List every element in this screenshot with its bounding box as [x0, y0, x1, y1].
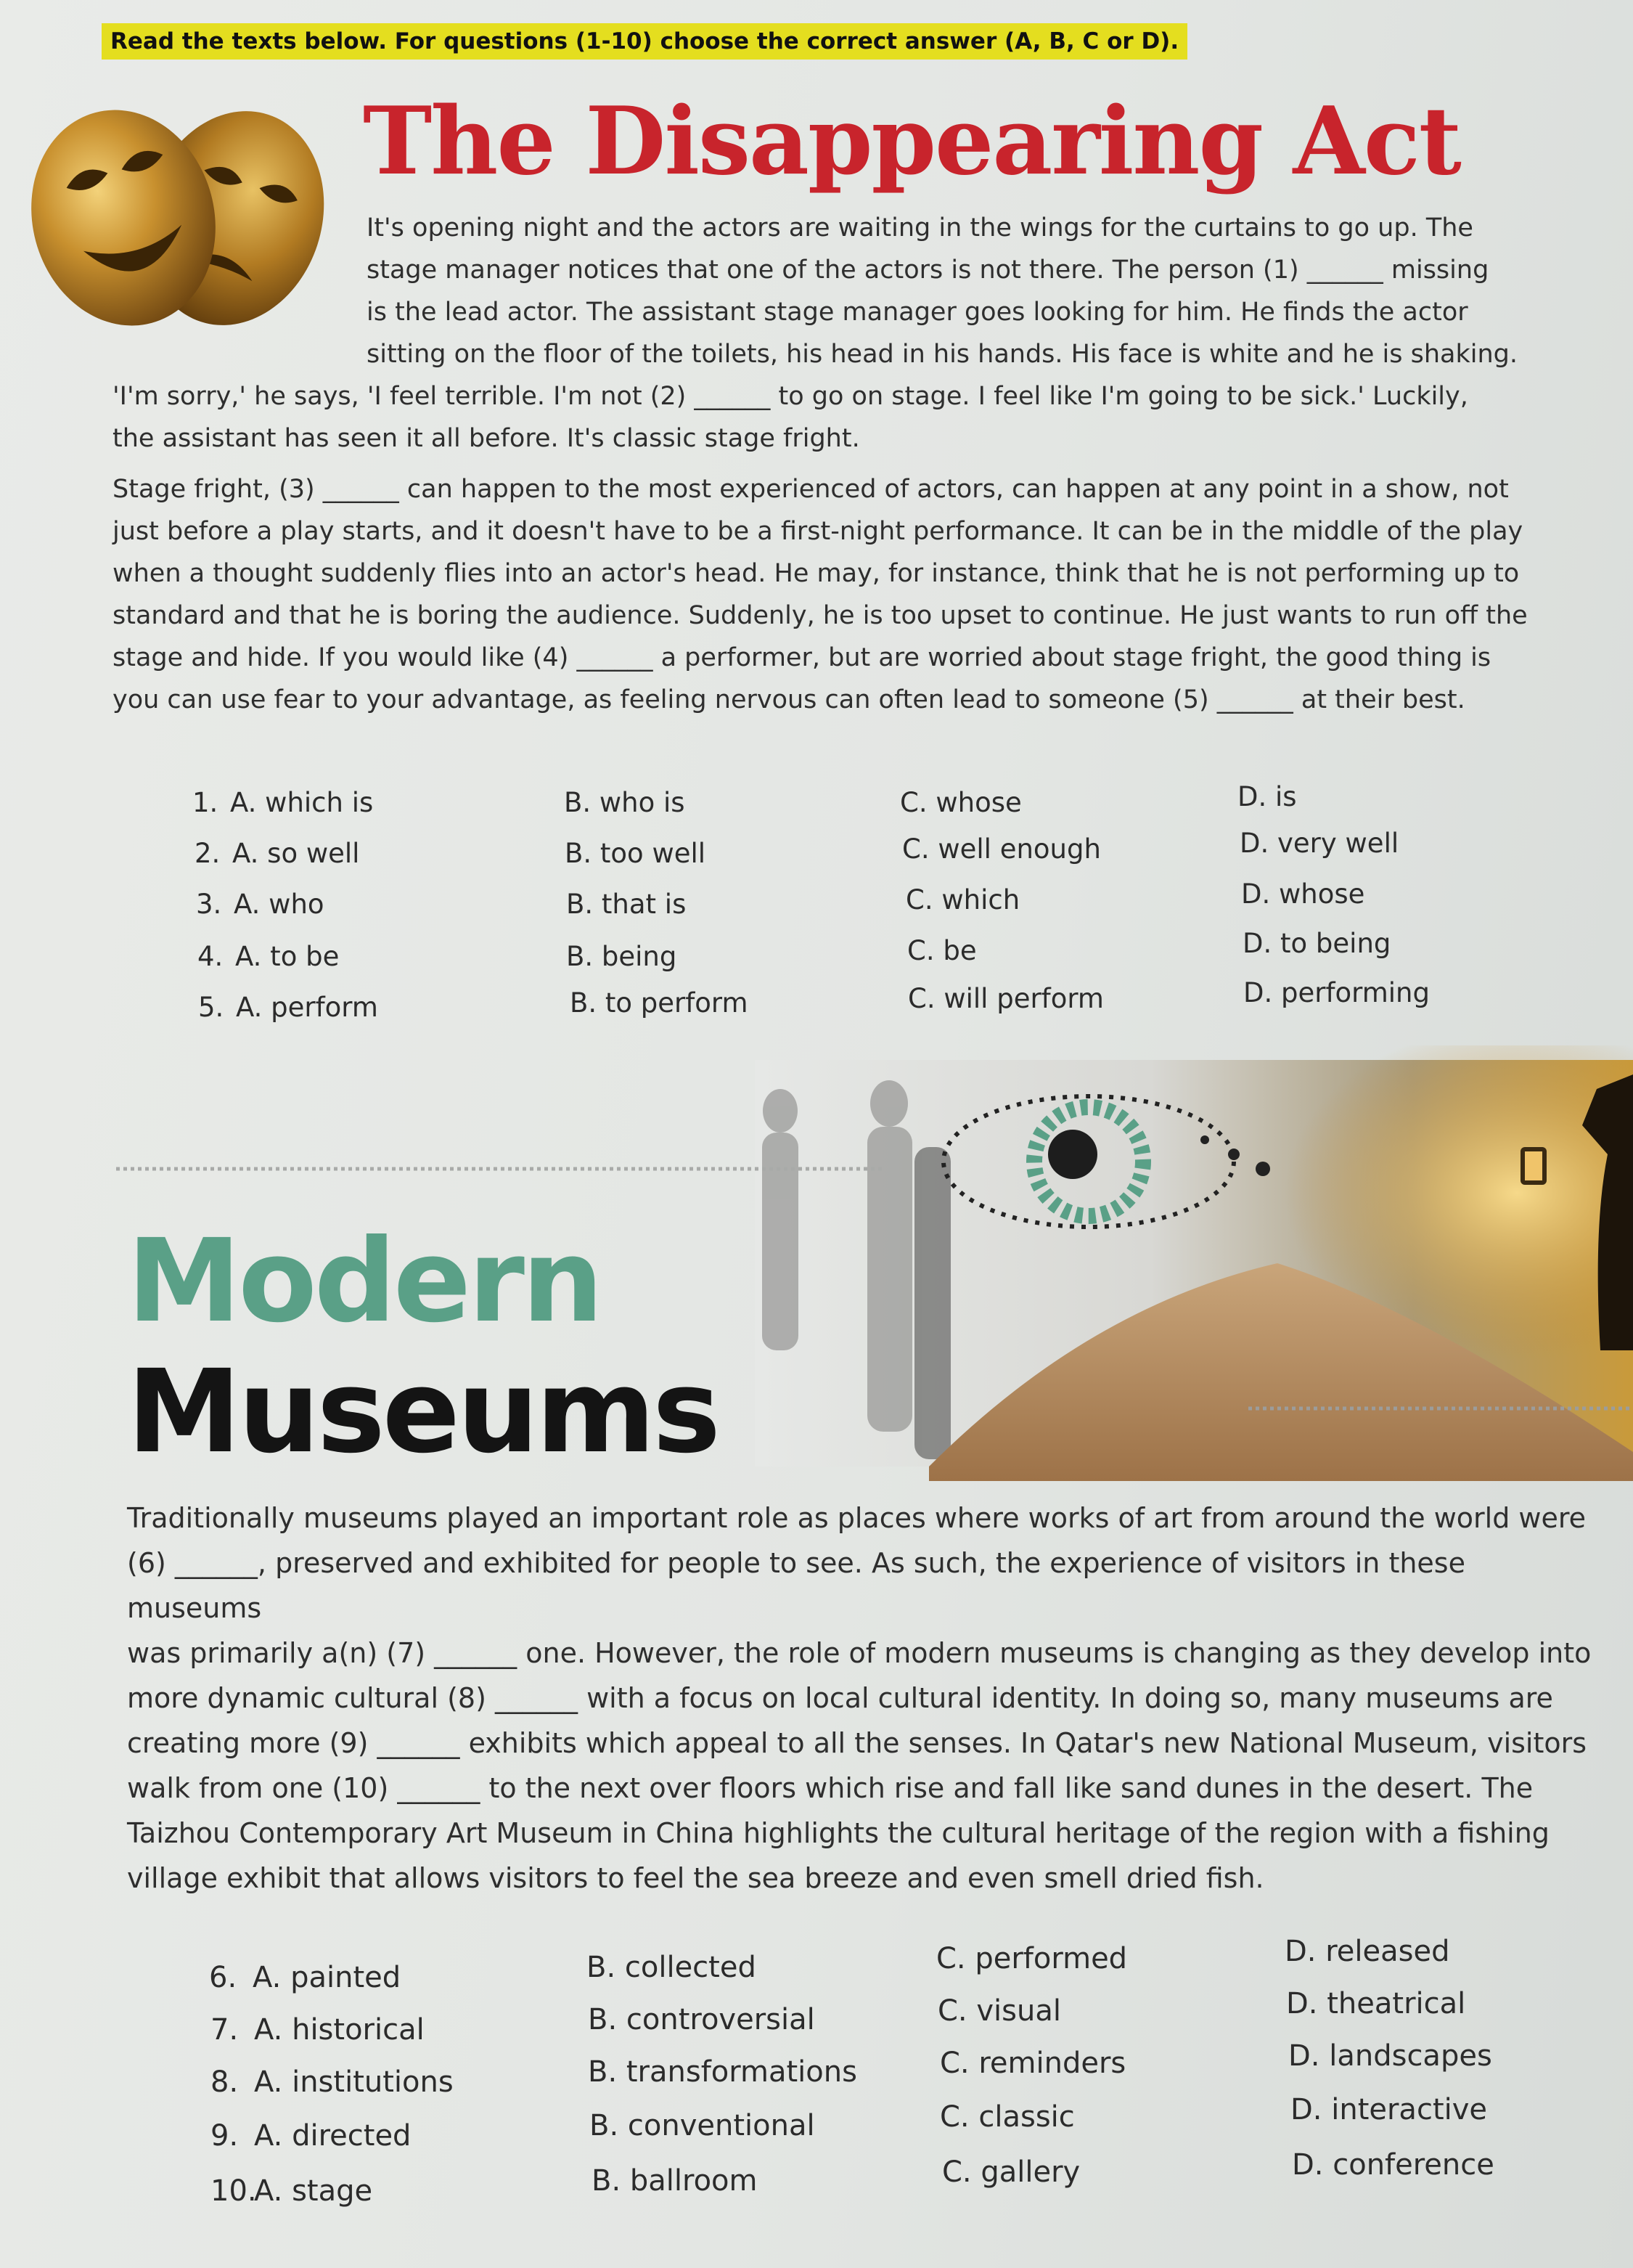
text-line: 'I'm sorry,' he says, 'I feel terrible. I'm not (2) ______ to go on stage. I feel like I'm going to be sick.' Luckily,: [112, 382, 1468, 411]
option-c[interactable]: C. reminders: [940, 2047, 1126, 2080]
option-d[interactable]: D. theatrical: [1286, 1987, 1466, 2020]
option-b[interactable]: B. conventional: [589, 2109, 815, 2142]
question-number: 9.: [210, 2119, 239, 2153]
option-c[interactable]: C. which: [906, 884, 1020, 915]
option-c[interactable]: C. will perform: [908, 983, 1104, 1014]
option-c[interactable]: C. whose: [900, 787, 1022, 818]
question-number: 4.: [197, 941, 224, 972]
text-line: stage manager notices that one of the actors is not there. The person (1) ______ missing: [367, 256, 1489, 285]
option-a[interactable]: A. to be: [235, 941, 340, 972]
text-line: is the lead actor. The assistant stage manager goes looking for him. He finds the actor: [367, 298, 1468, 327]
option-d[interactable]: D. whose: [1241, 878, 1365, 910]
text-line: standard and that he is boring the audience. Suddenly, he is too upset to continue. He just wants to run off the: [112, 601, 1528, 630]
article-title-museums: Museums: [127, 1345, 719, 1479]
option-c[interactable]: C. visual: [938, 1994, 1061, 2028]
option-d[interactable]: D. landscapes: [1288, 2039, 1492, 2073]
text-line: sitting on the floor of the toilets, his head in his hands. His face is white and he is shaking.: [367, 340, 1518, 369]
paragraph-1: [367, 207, 1557, 375]
option-a[interactable]: A. who: [234, 889, 324, 920]
option-c[interactable]: C. performed: [936, 1942, 1128, 1975]
option-c[interactable]: C. be: [907, 935, 977, 966]
text-line: you can use fear to your advantage, as feeling nervous can often lead to someone (5) ______ at their best.: [112, 685, 1465, 714]
option-a[interactable]: A. historical: [254, 2013, 425, 2047]
option-a[interactable]: A. which is: [230, 787, 374, 818]
option-a[interactable]: A. stage: [254, 2174, 373, 2208]
option-d[interactable]: D. performing: [1243, 977, 1430, 1008]
question-number: 10.: [210, 2174, 257, 2208]
option-b[interactable]: B. transformations: [588, 2055, 857, 2089]
option-d[interactable]: D. is: [1237, 781, 1297, 812]
text-line: (6) ______, preserved and exhibited for people to see. As such, the experience of visitors in these museums: [127, 1547, 1465, 1624]
question-number: 5.: [198, 992, 224, 1023]
text-line: Stage fright, (3) ______ can happen to the most experienced of actors, can happen at any point in a show, not: [112, 475, 1509, 504]
text-line: was primarily a(n) (7) ______ one. However, the role of modern museums is changing as they develop into: [127, 1637, 1592, 1669]
option-a[interactable]: A. perform: [236, 992, 378, 1023]
paragraph-museums: [127, 1496, 1608, 1901]
option-b[interactable]: B. collected: [586, 1951, 756, 1984]
option-b[interactable]: B. being: [566, 941, 677, 972]
question-number: 1.: [192, 787, 218, 818]
text-line: the assistant has seen it all before. It's classic stage fright.: [112, 424, 860, 453]
question-number: 3.: [196, 889, 222, 920]
option-b[interactable]: B. controversial: [588, 2003, 815, 2036]
paragraph-2: [112, 468, 1579, 721]
text-line: village exhibit that allows visitors to feel the sea breeze and even smell dried fish.: [127, 1862, 1264, 1894]
option-d[interactable]: D. very well: [1240, 828, 1399, 859]
article-title-modern: Modern: [127, 1215, 601, 1348]
option-c[interactable]: C. well enough: [902, 833, 1101, 865]
option-a[interactable]: A. so well: [232, 838, 360, 869]
option-d[interactable]: D. released: [1285, 1935, 1450, 1968]
instructions-banner: Read the texts below. For questions (1-10) choose the correct answer (A, B, C or D).: [102, 23, 1187, 60]
option-a[interactable]: A. institutions: [254, 2065, 454, 2099]
option-b[interactable]: B. who is: [564, 787, 685, 818]
text-line: stage and hide. If you would like (4) ______ a performer, but are worried about stage fright, the good thing is: [112, 643, 1491, 672]
question-number: 6.: [209, 1961, 237, 1994]
text-line: just before a play starts, and it doesn't have to be a first-night performance. It can be in the middle of the play: [112, 517, 1523, 546]
option-d[interactable]: D. conference: [1292, 2148, 1494, 2182]
text-line: It's opening night and the actors are waiting in the wings for the curtains to go up. The: [367, 213, 1473, 242]
option-a[interactable]: A. directed: [254, 2119, 412, 2153]
text-line: more dynamic cultural (8) ______ with a focus on local cultural identity. In doing so, many museums are: [127, 1682, 1553, 1714]
text-line: creating more (9) ______ exhibits which appeal to all the senses. In Qatar's new National Museum, visitors: [127, 1727, 1587, 1759]
option-b[interactable]: B. to perform: [570, 987, 748, 1019]
option-c[interactable]: C. classic: [940, 2100, 1075, 2134]
option-b[interactable]: B. that is: [566, 889, 687, 920]
text-line: Taizhou Contemporary Art Museum in China highlights the cultural heritage of the region with a fishing: [127, 1817, 1550, 1849]
text-line: walk from one (10) ______ to the next over floors which rise and fall like sand dunes in the desert. The: [127, 1772, 1534, 1804]
question-number: 8.: [210, 2065, 239, 2099]
article-title-disappearing-act: The Disappearing Act: [363, 87, 1460, 196]
question-number: 7.: [210, 2013, 239, 2047]
text-line: when a thought suddenly flies into an actor's head. He may, for instance, think that he is not performing up to: [112, 559, 1520, 588]
option-a[interactable]: A. painted: [253, 1961, 401, 1994]
option-b[interactable]: B. ballroom: [592, 2164, 758, 2198]
theatre-masks-image: [15, 94, 334, 356]
option-b[interactable]: B. too well: [565, 838, 706, 869]
option-d[interactable]: D. interactive: [1290, 2093, 1488, 2126]
question-number: 2.: [195, 838, 221, 869]
option-c[interactable]: C. gallery: [942, 2155, 1081, 2189]
text-line: Traditionally museums played an important role as places where works of art from around the world were: [127, 1502, 1587, 1534]
option-d[interactable]: D. to being: [1243, 928, 1391, 959]
paragraph-1-continued: [112, 375, 1564, 460]
